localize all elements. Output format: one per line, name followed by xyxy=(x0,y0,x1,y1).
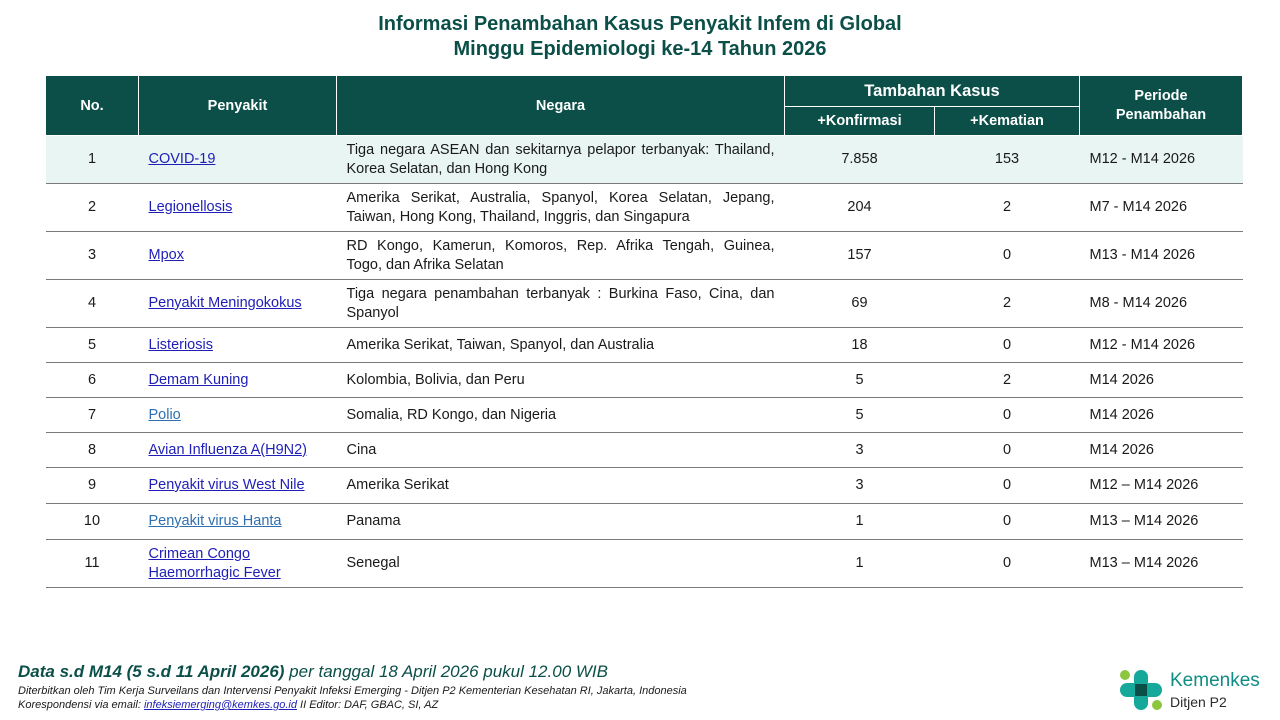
row-number: 7 xyxy=(46,398,139,433)
row-number: 5 xyxy=(46,328,139,363)
row-number: 3 xyxy=(46,232,139,280)
disease-link[interactable]: Demam Kuning xyxy=(148,371,249,388)
disease-cell xyxy=(139,363,337,398)
death-count: 0 xyxy=(935,468,1080,504)
report-period: M14 2026 xyxy=(1080,433,1243,468)
death-count: 2 xyxy=(935,363,1080,398)
logo-brand: Kemenkes xyxy=(1170,670,1260,691)
confirmed-count: 3 xyxy=(785,468,935,504)
disease-link[interactable]: COVID-19 xyxy=(148,151,216,167)
report-period: M14 2026 xyxy=(1080,363,1243,398)
contact-email-link[interactable]: infeksiemerging@kemkes.go.id xyxy=(143,699,297,711)
table-row xyxy=(46,184,1243,232)
death-count: 0 xyxy=(935,398,1080,433)
disease-cell xyxy=(139,280,337,328)
row-number: 11 xyxy=(46,540,139,588)
disease-link[interactable]: Mpox xyxy=(148,247,184,263)
report-period: M8 - M14 2026 xyxy=(1080,280,1243,328)
cases-table xyxy=(45,75,1243,588)
country-list: Kolombia, Bolivia, dan Peru xyxy=(337,363,785,398)
disease-link[interactable]: Avian Influenza A(H9N2) xyxy=(148,441,308,458)
row-number: 6 xyxy=(46,363,139,398)
disease-link[interactable]: Legionellosis xyxy=(148,199,233,215)
disease-cell xyxy=(139,232,337,280)
confirmed-count: 5 xyxy=(785,398,935,433)
row-number: 9 xyxy=(46,468,139,504)
country-list: Amerika Serikat xyxy=(337,468,785,504)
confirmed-count: 18 xyxy=(785,328,935,363)
country-list: Senegal xyxy=(337,540,785,588)
report-period: M13 - M14 2026 xyxy=(1080,232,1243,280)
disease-link[interactable]: Penyakit Meningokokus xyxy=(148,295,302,311)
death-count: 2 xyxy=(935,280,1080,328)
country-list: Somalia, RD Kongo, dan Nigeria xyxy=(337,398,785,433)
row-number: 2 xyxy=(46,184,139,232)
publisher-note: Diterbitkan oleh Tim Kerja Surveilans dan Intervensi Penyakit Infeksi Emerging - Ditjen P2 Kementerian Kesehatan RI, Jakarta, Indonesia xyxy=(18,685,687,697)
kemenkes-logo-icon xyxy=(1116,666,1166,714)
disease-cell xyxy=(139,433,337,468)
table-row xyxy=(46,328,1243,363)
table-row xyxy=(46,540,1243,588)
contact-note xyxy=(18,699,438,711)
confirmed-count: 204 xyxy=(785,184,935,232)
confirmed-count: 1 xyxy=(785,540,935,588)
country-list: Tiga negara ASEAN dan sekitarnya pelapor terbanyak: Thailand, Korea Selatan, dan Hong Kong xyxy=(337,136,785,184)
confirmed-count: 69 xyxy=(785,280,935,328)
row-number: 1 xyxy=(46,136,139,184)
header-country: Negara xyxy=(337,76,785,136)
death-count: 2 xyxy=(935,184,1080,232)
disease-link[interactable]: Penyakit virus West Nile xyxy=(148,477,305,493)
disease-link[interactable]: Polio xyxy=(148,406,181,423)
logo-sub: Ditjen P2 xyxy=(1170,694,1227,710)
death-count: 0 xyxy=(935,328,1080,363)
death-count: 0 xyxy=(935,232,1080,280)
header-deaths: +Kematian xyxy=(935,107,1080,136)
disease-cell xyxy=(139,328,337,363)
death-count: 0 xyxy=(935,433,1080,468)
report-period: M12 - M14 2026 xyxy=(1080,328,1243,363)
header-no: No. xyxy=(46,76,139,136)
country-list: Amerika Serikat, Taiwan, Spanyol, dan Australia xyxy=(337,328,785,363)
disease-cell xyxy=(139,504,337,540)
kemenkes-logo xyxy=(1116,666,1276,714)
header-confirmed: +Konfirmasi xyxy=(785,107,935,136)
row-number: 4 xyxy=(46,280,139,328)
table-row xyxy=(46,232,1243,280)
disease-cell xyxy=(139,468,337,504)
header-additional-cases: Tambahan Kasus xyxy=(785,76,1080,107)
row-number: 8 xyxy=(46,433,139,468)
table-row xyxy=(46,468,1243,504)
disease-link[interactable]: Listeriosis xyxy=(148,336,213,353)
death-count: 0 xyxy=(935,540,1080,588)
disease-cell xyxy=(139,398,337,433)
death-count: 0 xyxy=(935,504,1080,540)
table-row xyxy=(46,433,1243,468)
table-row xyxy=(46,504,1243,540)
disease-cell xyxy=(139,136,337,184)
report-period: M14 2026 xyxy=(1080,398,1243,433)
death-count: 153 xyxy=(935,136,1080,184)
header-period xyxy=(1080,76,1243,136)
report-period: M13 – M14 2026 xyxy=(1080,540,1243,588)
title-line-1: Informasi Penambahan Kasus Penyakit Infem di Global xyxy=(378,13,902,35)
report-period: M12 - M14 2026 xyxy=(1080,136,1243,184)
disease-link[interactable]: Crimean Congo Haemorrhagic Fever xyxy=(148,545,281,581)
disease-cell xyxy=(139,540,337,588)
country-list: Panama xyxy=(337,504,785,540)
disease-cell xyxy=(139,184,337,232)
table-row xyxy=(46,280,1243,328)
table-row xyxy=(46,363,1243,398)
report-period: M12 – M14 2026 xyxy=(1080,468,1243,504)
report-period: M7 - M14 2026 xyxy=(1080,184,1243,232)
confirmed-count: 1 xyxy=(785,504,935,540)
data-range: Data s.d M14 (5 s.d 11 April 2026) xyxy=(18,662,285,681)
confirmed-count: 3 xyxy=(785,433,935,468)
country-list: Tiga negara penambahan terbanyak : Burkina Faso, Cina, dan Spanyol xyxy=(337,280,785,328)
country-list: Cina xyxy=(337,433,785,468)
country-list: RD Kongo, Kamerun, Komoros, Rep. Afrika Tengah, Guinea, Togo, dan Afrika Selatan xyxy=(337,232,785,280)
table-row xyxy=(46,136,1243,184)
table-row xyxy=(46,398,1243,433)
confirmed-count: 7.858 xyxy=(785,136,935,184)
report-period: M13 – M14 2026 xyxy=(1080,504,1243,540)
header-disease: Penyakit xyxy=(139,76,337,136)
page-title xyxy=(0,12,1280,62)
country-list: Amerika Serikat, Australia, Spanyol, Korea Selatan, Jepang, Taiwan, Hong Kong, Thailand, Inggris, dan Singapura xyxy=(337,184,785,232)
disease-link[interactable]: Penyakit virus Hanta xyxy=(148,513,282,529)
confirmed-count: 5 xyxy=(785,363,935,398)
data-as-of: per tanggal 18 April 2026 pukul 12.00 WIB xyxy=(284,662,608,681)
contact-label: Korespondensi via email: xyxy=(18,699,144,711)
editors: II Editor: DAF, GBAC, SI, AZ xyxy=(296,699,439,711)
confirmed-count: 157 xyxy=(785,232,935,280)
data-note xyxy=(18,662,608,682)
header-period-label: Periode Penambahan xyxy=(1115,87,1207,123)
row-number: 10 xyxy=(46,504,139,540)
title-line-2: Minggu Epidemiologi ke-14 Tahun 2026 xyxy=(453,38,827,60)
